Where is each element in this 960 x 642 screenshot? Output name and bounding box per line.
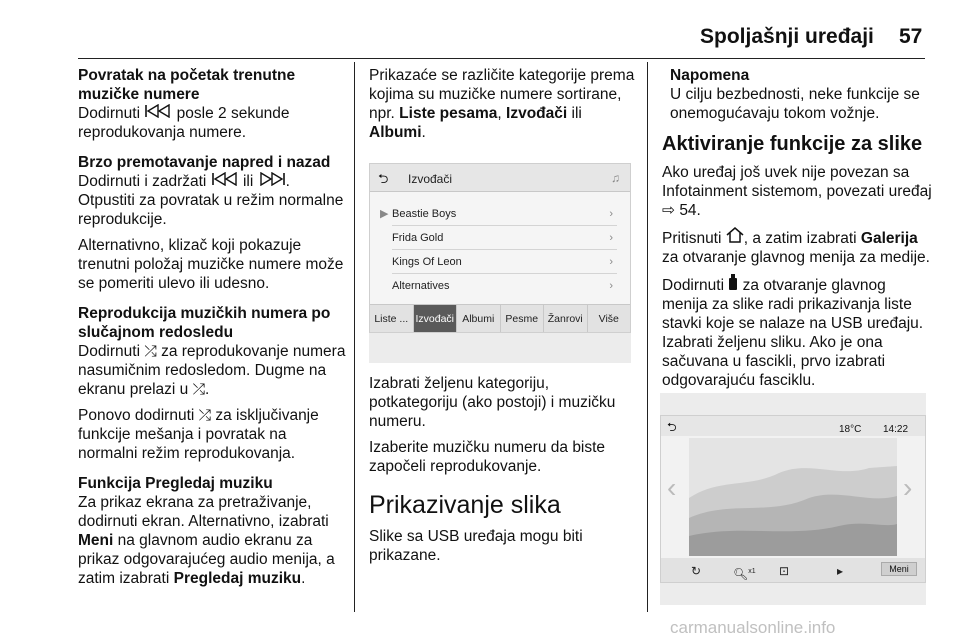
paragraph: Slike sa USB uređaja mogu biti prikazane. bbox=[369, 528, 583, 564]
page-header bbox=[0, 0, 960, 58]
back-icon[interactable]: ⮌ bbox=[667, 420, 677, 434]
note-box bbox=[662, 66, 932, 123]
paragraph: Dodirnuti i zadržati ili . Otpustiti za povratak u režim normalne reprodukcije. bbox=[78, 173, 344, 228]
page-number: 57 bbox=[899, 25, 923, 48]
previous-track-icon bbox=[144, 104, 172, 123]
previous-image-icon[interactable]: ‹ bbox=[667, 472, 677, 503]
play-indicator-icon: ▶ bbox=[380, 208, 389, 220]
tab-genres[interactable]: Žanrovi bbox=[544, 305, 588, 332]
paragraph: Dodirnuti ⤮ za reprodukovanje numera nasumičnim redosledom. Dugme na ekranu prelazi u ⤮. bbox=[78, 343, 346, 398]
music-browser-screenshot bbox=[369, 163, 631, 363]
page-reference-icon: ⇨ bbox=[662, 202, 675, 219]
paragraph: Pritisnuti , a zatim izabrati Galerija za otvaranje glavnog menija za medije. bbox=[662, 227, 932, 267]
fast-forward-icon bbox=[258, 172, 286, 191]
gallery-screen bbox=[660, 415, 926, 583]
list-item[interactable]: Kings Of Leon › bbox=[392, 250, 617, 274]
gallery-controls bbox=[661, 558, 925, 582]
music-browser-screen bbox=[369, 163, 631, 333]
chevron-right-icon: › bbox=[609, 280, 613, 292]
paragraph: Dodirnuti posle 2 sekunde reprodukovanja numere. bbox=[78, 105, 290, 141]
list-item[interactable]: Frida Gold › bbox=[392, 226, 617, 250]
back-icon[interactable]: ⮌ bbox=[378, 171, 389, 186]
paragraph: Izabrati željenu kategoriju, potkategoriju (ako postoji) i muzičku numeru. bbox=[369, 375, 616, 430]
slideshow-play-icon[interactable]: ▸ bbox=[837, 564, 844, 578]
home-icon bbox=[726, 227, 744, 248]
tab-artists[interactable]: Izvođači bbox=[414, 305, 458, 332]
list-item[interactable]: Alternatives › bbox=[392, 274, 617, 298]
photo-blue-mountains bbox=[689, 438, 897, 556]
chevron-right-icon: › bbox=[609, 232, 613, 244]
note-title: Napomena bbox=[670, 67, 750, 84]
column-3 bbox=[662, 66, 932, 397]
watermark: carmanualsonline.info bbox=[670, 618, 836, 637]
screen-title-bar bbox=[370, 164, 630, 192]
page-header-title: Spoljašnji uređaji bbox=[700, 25, 874, 48]
column-1 bbox=[78, 66, 348, 595]
rewind-icon bbox=[211, 172, 239, 191]
list-item[interactable]: ▶ Beastie Boys › bbox=[392, 202, 617, 226]
gallery-screenshot bbox=[660, 393, 926, 605]
heading-browse-music: Funkcija Pregledaj muziku bbox=[78, 475, 273, 492]
header-rule bbox=[78, 58, 925, 59]
tab-albums[interactable]: Albumi bbox=[457, 305, 501, 332]
column-divider bbox=[354, 62, 355, 612]
paragraph: Alternativno, klizač koji pokazuje trenutni položaj muzičke numere može se pomeriti ulevo ili udesno. bbox=[78, 237, 344, 292]
paragraph: Izaberite muzičku numeru da biste započeli reprodukovanje. bbox=[369, 439, 606, 475]
menu-button[interactable]: Meni bbox=[881, 562, 917, 576]
note-text: U cilju bezbednosti, neke funkcije se onemogućavaju tokom vožnje. bbox=[670, 86, 920, 122]
rotate-icon[interactable]: ↻ bbox=[691, 564, 702, 578]
clock: 14:22 bbox=[883, 424, 909, 435]
chevron-right-icon: › bbox=[609, 208, 613, 220]
heading-shuffle: Reprodukcija muzičkih numera po slučajnom redosledu bbox=[78, 305, 331, 341]
section-title-activate-images: Aktiviranje funkcije za slike bbox=[662, 133, 923, 155]
next-image-icon[interactable]: › bbox=[903, 472, 913, 503]
image-options-icon[interactable]: ⊡ bbox=[779, 564, 790, 578]
paragraph: Ponovo dodirnuti ⤮ za isključivanje funkcije mešanja i povratak na normalni režim reprodukovanja. bbox=[78, 407, 319, 462]
screen-title: Izvođači bbox=[408, 172, 453, 186]
music-note-icon: ♫ bbox=[611, 171, 620, 185]
category-tabs bbox=[370, 304, 630, 332]
zoom-icon[interactable]: 🔍︎$^{x1}$ bbox=[733, 567, 756, 581]
column-divider bbox=[647, 62, 648, 612]
shuffle-icon: ⤮ bbox=[198, 407, 212, 424]
heading-restart: Povratak na početak trenutne muzičke numere bbox=[78, 67, 296, 103]
paragraph: Ako uređaj još uvek nije povezan sa Infotainment sistemom, povezati uređaj ⇨ 54. bbox=[662, 164, 932, 219]
paragraph: Prikazaće se različite kategorije prema kojima su muzičke numere sortirane, npr. Liste pesama, Izvođači ili Albumi. bbox=[369, 67, 635, 141]
shuffle-icon: ⤮ bbox=[192, 381, 206, 398]
tab-more[interactable]: Više bbox=[598, 313, 619, 325]
heading-fast-forward: Brzo premotavanje napred i nazad bbox=[78, 154, 331, 171]
temperature: 18°C bbox=[839, 424, 862, 435]
column-2-lower bbox=[369, 374, 637, 572]
tab-playlists[interactable]: Liste ... bbox=[370, 305, 414, 332]
paragraph: Za prikaz ekrana za pretraživanje, dodirnuti ekran. Alternativno, izabrati Meni na glavnom audio ekranu za prikaz odgovarajućeg audio menija, a zatim izabrati Pregledaj muziku. bbox=[78, 494, 335, 587]
usb-device-icon bbox=[728, 274, 738, 295]
tab-songs[interactable]: Pesme bbox=[501, 305, 545, 332]
paragraph: Dodirnuti za otvaranje glavnog menija za slike radi prikazivanja liste stavki koje se nalaze na USB uređaju. Izabrati željenu sliku. Ako je ona sačuvana u fascikli, prvo izabrati odgovarajuću fasciklu. bbox=[662, 274, 932, 390]
shuffle-icon: ⤮ bbox=[144, 343, 157, 360]
section-title-images: Prikazivanje slika bbox=[369, 491, 561, 519]
screen-status-bar bbox=[661, 416, 925, 436]
column-2 bbox=[369, 66, 637, 149]
chevron-right-icon: › bbox=[609, 256, 613, 268]
